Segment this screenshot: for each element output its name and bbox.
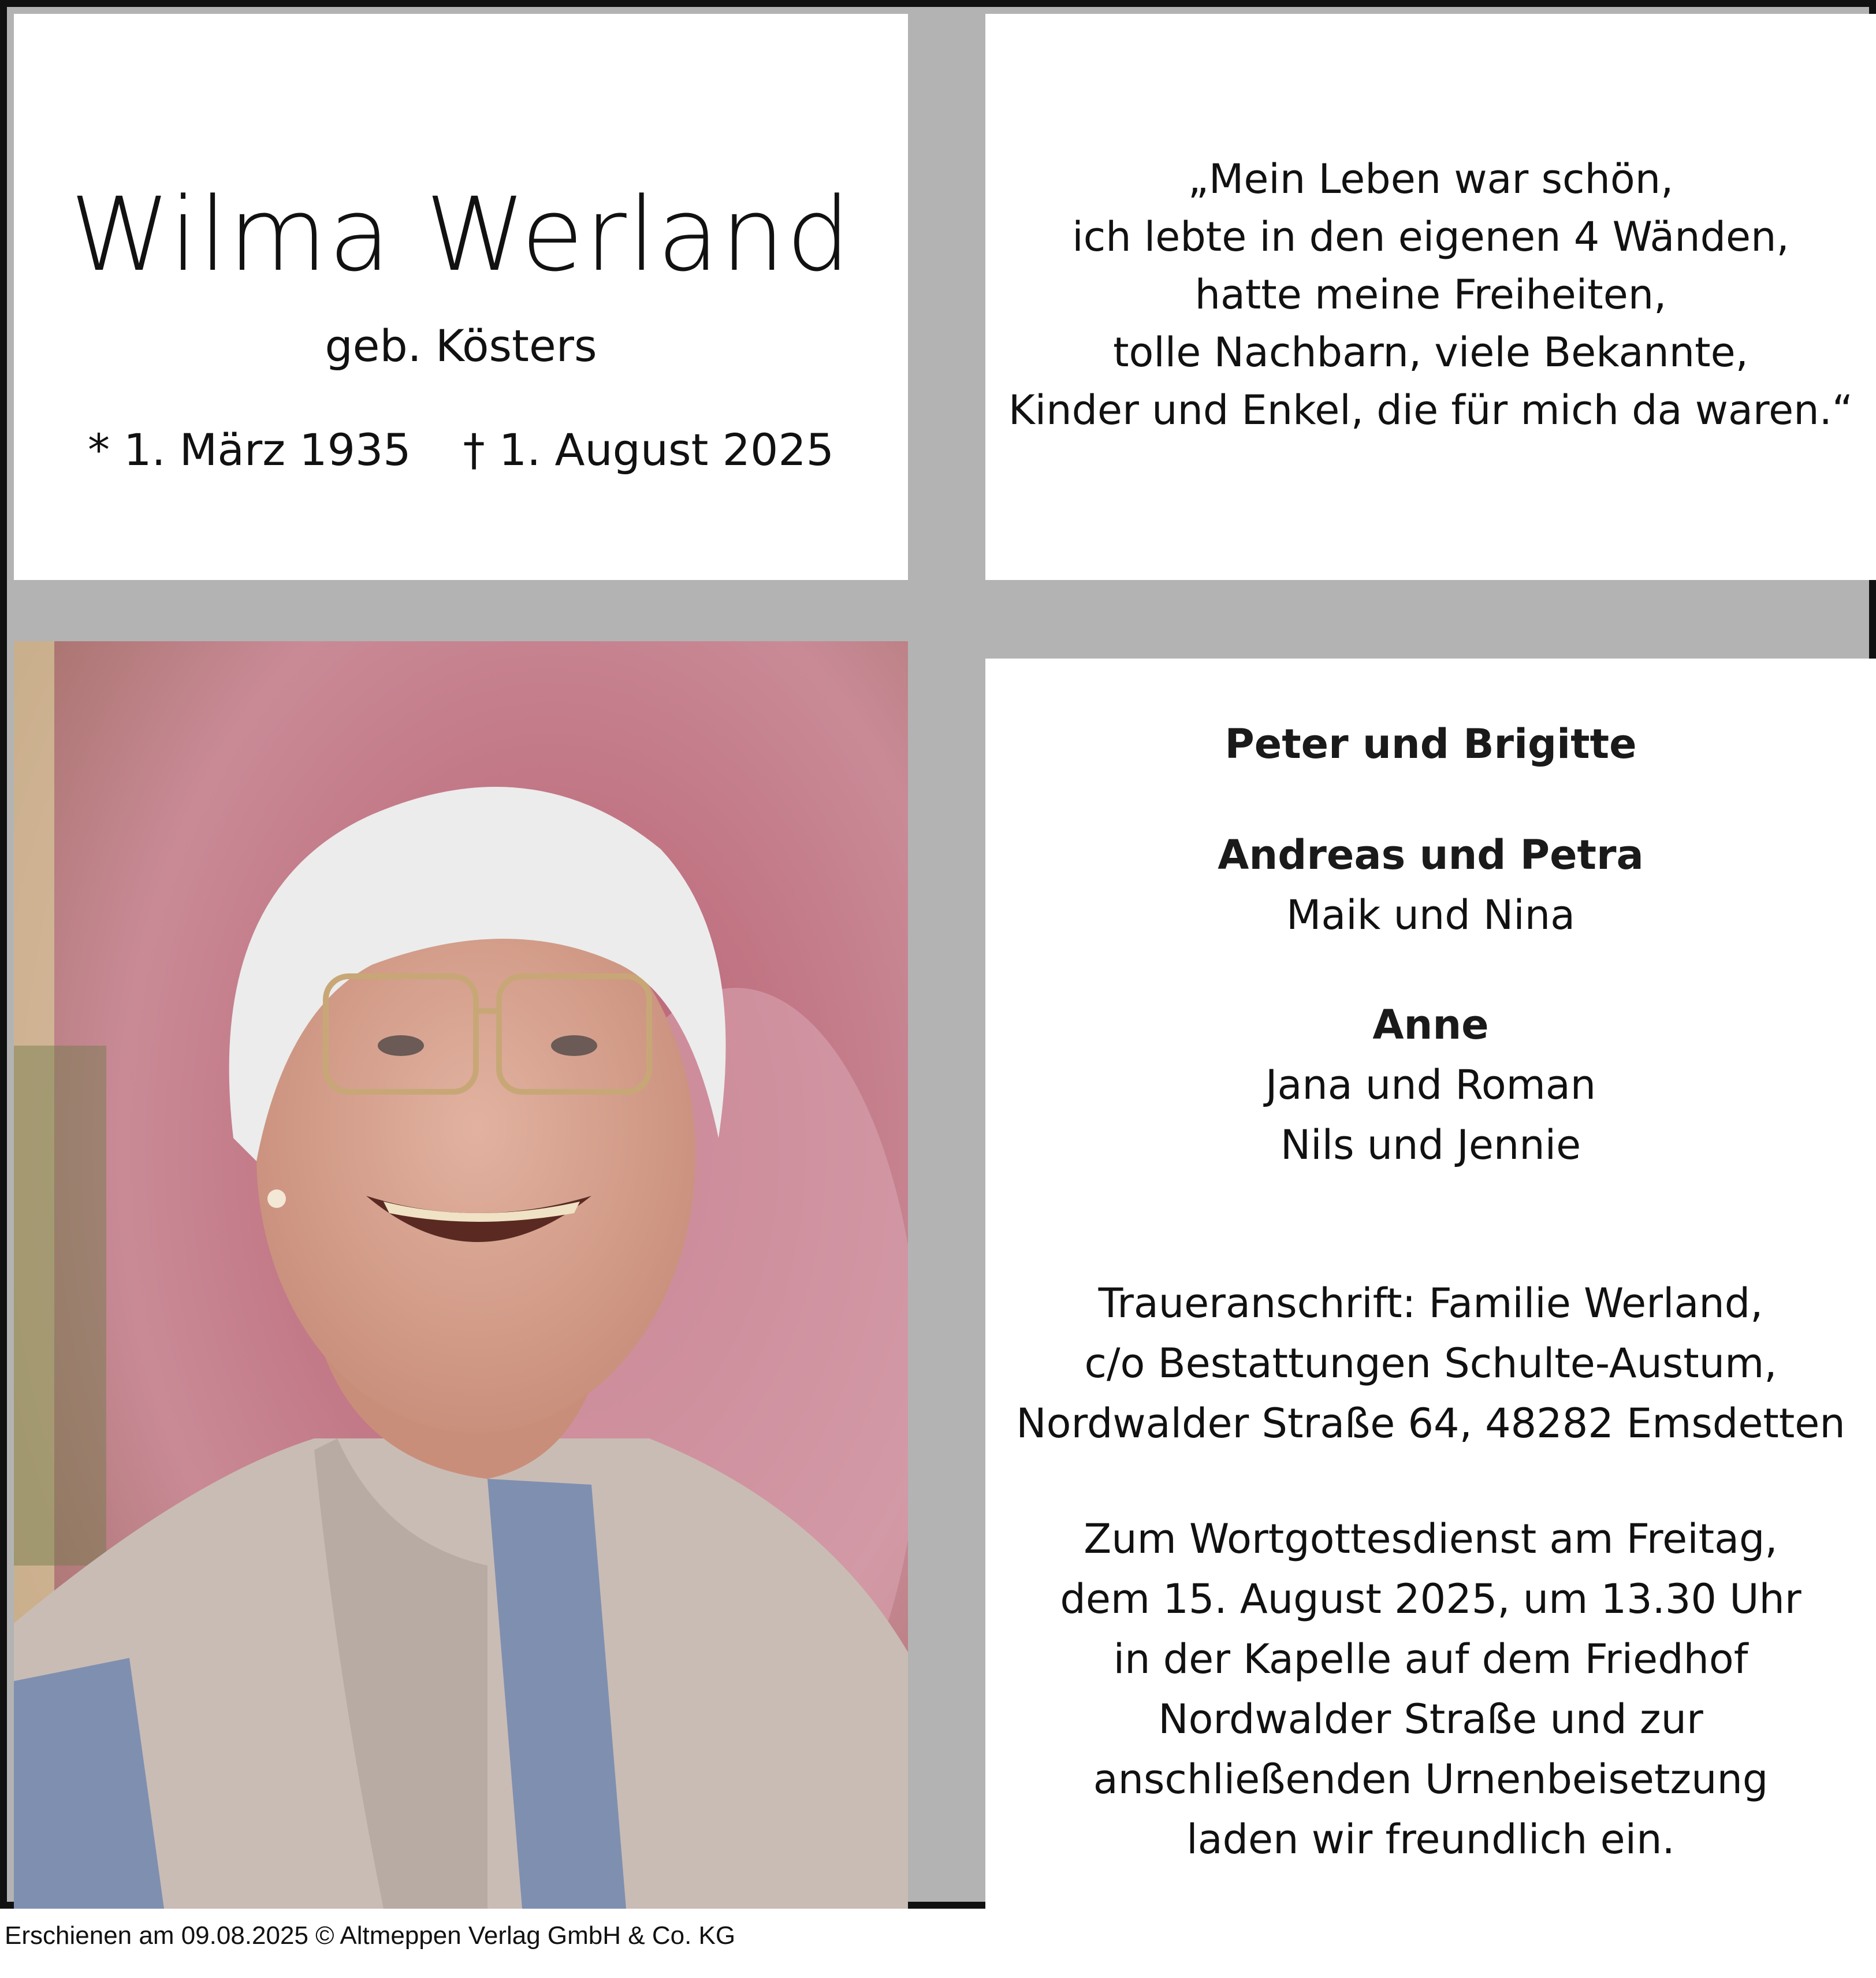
condolence-address (985, 1273, 1876, 1453)
service-line: laden wir freundlich ein. (1186, 1816, 1675, 1863)
service-invitation (985, 1509, 1876, 1869)
address-line: Traueranschrift: Familie Werland, (1098, 1280, 1763, 1327)
family-head: Andreas und Petra (1218, 831, 1644, 879)
address-line: c/o Bestattungen Schulte-Austum, (1084, 1340, 1777, 1387)
quote-panel (985, 14, 1876, 580)
birth-date: * 1. März 1935 (87, 424, 411, 475)
quote-line: „Mein Leben war schön, (1188, 155, 1674, 203)
family-head: Peter und Brigitte (1224, 720, 1637, 768)
family-head: Anne (1372, 1001, 1489, 1049)
name-panel (14, 14, 908, 580)
family-group-1 (985, 714, 1876, 774)
service-line: in der Kapelle auf dem Friedhof (1113, 1635, 1748, 1683)
portrait-illustration (14, 641, 908, 1909)
family-child: Nils und Jennie (1280, 1121, 1581, 1169)
quote-line: Kinder und Enkel, die für mich da waren.“ (1008, 386, 1853, 434)
publication-footer: Erschienen am 09.08.2025 © Altmeppen Verlag GmbH & Co. KG (5, 1921, 736, 1950)
family-group-2 (985, 825, 1876, 945)
birth-name: geb. Kösters (325, 320, 597, 371)
death-date: † 1. August 2025 (463, 424, 835, 475)
deceased-name: Wilma Werland (70, 176, 852, 294)
quote-line: tolle Nachbarn, viele Bekannte, (1113, 329, 1748, 376)
quote-line: ich lebte in den eigenen 4 Wänden, (1072, 213, 1789, 261)
service-line: anschließenden Urnenbeisetzung (1093, 1756, 1769, 1803)
portrait-photo-icon (14, 641, 908, 1909)
quote-text (985, 150, 1876, 439)
family-panel (985, 659, 1876, 1909)
address-line: Nordwalder Straße 64, 48282 Emsdetten (1016, 1400, 1845, 1447)
service-line: Nordwalder Straße und zur (1158, 1696, 1703, 1743)
family-child: Jana und Roman (1265, 1061, 1596, 1109)
service-line: Zum Wortgottesdienst am Freitag, (1084, 1515, 1778, 1563)
family-group-3 (985, 995, 1876, 1175)
quote-line: hatte meine Freiheiten, (1194, 271, 1667, 318)
service-line: dem 15. August 2025, um 13.30 Uhr (1060, 1575, 1801, 1623)
life-dates (14, 424, 908, 475)
family-child: Maik und Nina (1286, 891, 1575, 939)
